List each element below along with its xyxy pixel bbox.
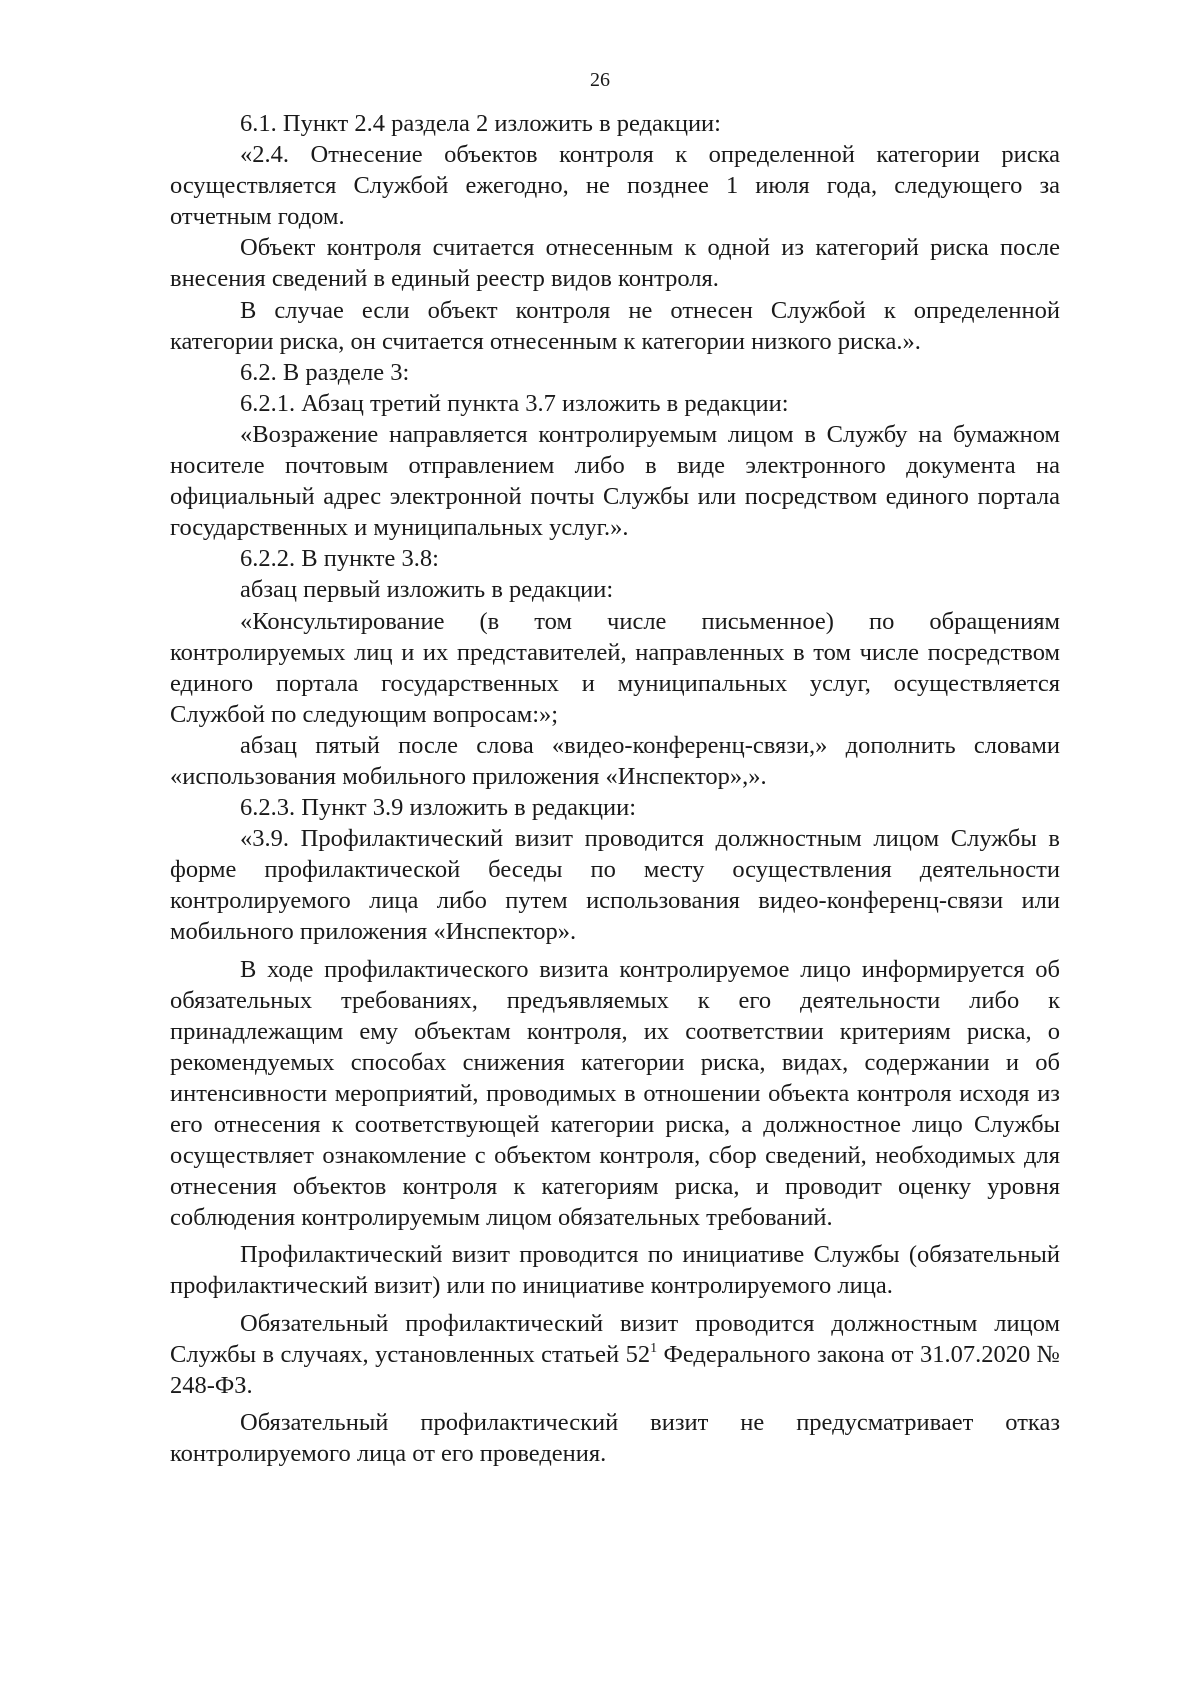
paragraph: Профилактический визит проводится по инициативе Службы (обязательный профилактический визит) или по инициативе контролируемого лица. xyxy=(170,1241,1060,1300)
paragraph: «Возражение направляется контролируемым лицом в Службу на бумажном носителе почтовым отправлением либо в виде электронного документа на официальный адрес электронной почты Службы или посредством единого портала государственных и муниципальных услуг.». xyxy=(170,420,1060,542)
document-body xyxy=(170,108,1060,1469)
paragraph: 6.2. В разделе 3: xyxy=(240,358,410,386)
paragraph: абзац первый изложить в редакции: xyxy=(240,576,614,604)
paragraph-with-footnote-ref xyxy=(170,1308,1060,1401)
paragraph-text: Обязательный профилактический визит проводится должностным лицом Службы в случаях, установленных статьей 52 xyxy=(170,1309,1060,1368)
paragraph: «Консультирование (в том числе письменное) по обращениям контролируемых лиц и их представителей, направленных в том числе посредством единого портала государственных и муниципальных услуг, осуществляется Службой по следующим вопросам:»; xyxy=(170,607,1060,728)
paragraph: «3.9. Профилактический визит проводится должностным лицом Службы в форме профилактической беседы по месту осуществления деятельности контролируемого лица либо путем использования видео-конференц-связи или мобильного приложения «Инспектор». xyxy=(170,825,1060,946)
paragraph-text: Федерального закона от 31.07.2020 № 248-ФЗ. xyxy=(170,1340,1060,1399)
paragraph: «2.4. Отнесение объектов контроля к определенной категории риска осуществляется Службой ежегодно, не позднее 1 июля года, следующего за отчетным годом. xyxy=(170,141,1060,231)
superscript-index: 1 xyxy=(650,1340,658,1356)
paragraph: 6.2.1. Абзац третий пункта 3.7 изложить в редакции: xyxy=(240,389,789,417)
paragraph: Обязательный профилактический визит не предусматривает отказ контролируемого лица от его проведения. xyxy=(170,1408,1060,1467)
page-number: 26 xyxy=(590,69,610,91)
paragraph: В ходе профилактического визита контролируемое лицо информируется об обязательных требованиях, предъявляемых к его деятельности либо к принадлежащим ему объектам контроля, их соответствии критериям риска, о рекомендуемых способах снижения категории риска, видах, содержании и об интенсивности мероприятий, проводимых в отношении объекта контроля исходя из его отнесения к соответствующей категории риска, а должностное лицо Службы осуществляет ознакомление с объектом контроля, сбор сведений, необходимых для отнесения объектов контроля к категориям риска, и проводит оценку уровня соблюдения контролируемым лицом обязательных требований. xyxy=(170,955,1060,1232)
paragraph: 6.1. Пункт 2.4 раздела 2 изложить в редакции: xyxy=(240,110,721,137)
paragraph: Объект контроля считается отнесенным к одной из категорий риска после внесения сведений в единый реестр видов контроля. xyxy=(170,234,1060,293)
paragraph: абзац пятый после слова «видео-конференц-связи,» дополнить словами «использования мобильного приложения «Инспектор»,». xyxy=(170,731,1060,790)
paragraph: 6.2.3. Пункт 3.9 изложить в редакции: xyxy=(240,794,637,822)
paragraph: 6.2.2. В пункте 3.8: xyxy=(240,545,439,573)
paragraph: В случае если объект контроля не отнесен Службой к определенной категории риска, он считается отнесенным к категории низкого риска.». xyxy=(170,296,1060,355)
